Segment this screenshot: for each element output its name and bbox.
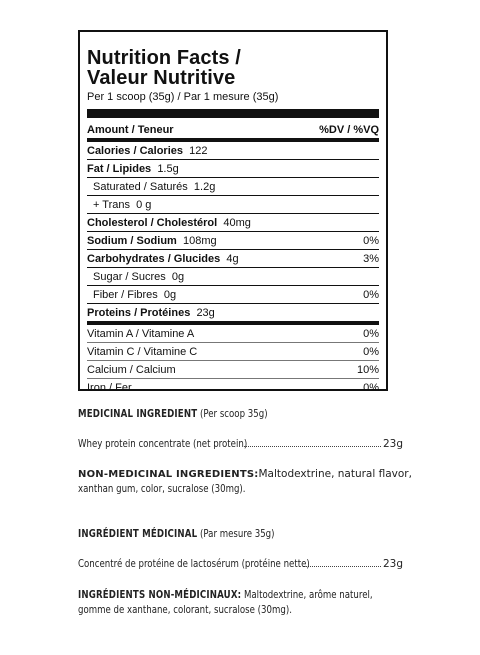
carbohydrates-value: 4g bbox=[226, 252, 239, 265]
sodium-dv: 0% bbox=[363, 234, 379, 247]
fr-medicinal-item bbox=[78, 558, 403, 570]
calcium-label: Calcium / Calcium bbox=[87, 363, 176, 376]
vitamin-c-label: Vitamin C / Vitamine C bbox=[87, 345, 198, 358]
fr-nonmedicinal-line1: Maltodextrine, arôme naturel, bbox=[243, 589, 373, 601]
en-medicinal-note: (Per scoop 35g) bbox=[200, 408, 268, 420]
row-sugar bbox=[87, 268, 379, 286]
leader-dots bbox=[244, 446, 381, 447]
panel-title-en: Nutrition Facts / bbox=[87, 47, 241, 69]
fiber-dv: 0% bbox=[363, 288, 379, 301]
carbohydrates-dv: 3% bbox=[363, 252, 379, 265]
row-vitamin-c bbox=[87, 343, 379, 361]
fr-nonmedicinal-paragraph bbox=[78, 588, 403, 618]
trans-label: + Trans bbox=[93, 198, 130, 211]
fr-medicinal-item-label: Concentré de protéine de lactosérum (protéine nette) bbox=[78, 558, 310, 570]
leader-dots bbox=[303, 566, 381, 567]
row-iron bbox=[87, 379, 379, 396]
fr-medicinal-item-value: 23g bbox=[382, 558, 403, 570]
sodium-value: 108mg bbox=[182, 234, 217, 247]
calcium-dv: 10% bbox=[356, 363, 379, 376]
vitamin-a-dv: 0% bbox=[363, 327, 379, 340]
row-vitamin-a bbox=[87, 325, 379, 343]
fr-nonmedicinal-heading: INGRÉDIENTS NON-MÉDICINAUX: bbox=[78, 589, 242, 601]
vitamin-a-label: Vitamin A / Vitamine A bbox=[87, 327, 195, 340]
fr-medicinal-heading-line bbox=[78, 528, 403, 540]
row-saturated bbox=[87, 178, 379, 196]
trans-value: 0 g bbox=[136, 198, 152, 211]
proteins-label: Proteins / Protéines bbox=[87, 306, 191, 319]
en-medicinal-item-label: Whey protein concentrate (net protein) bbox=[78, 438, 248, 450]
row-proteins bbox=[87, 304, 379, 325]
sodium-label: Sodium / Sodium bbox=[87, 234, 177, 247]
fat-value: 1.5g bbox=[157, 162, 179, 175]
panel-title-fr: Valeur Nutritive bbox=[87, 67, 236, 89]
en-medicinal-item bbox=[78, 438, 403, 450]
nutrition-facts-panel bbox=[78, 30, 388, 394]
row-sodium bbox=[87, 232, 379, 250]
row-trans bbox=[87, 196, 379, 214]
cholesterol-value: 40mg bbox=[223, 216, 251, 229]
row-calcium bbox=[87, 361, 379, 379]
calories-label: Calories / Calories bbox=[87, 144, 183, 157]
en-medicinal-heading: MEDICINAL INGREDIENT bbox=[78, 408, 198, 420]
proteins-value: 23g bbox=[196, 306, 215, 319]
fr-nonmedicinal-line2: gomme de xanthane, colorant, sucralose (30mg). bbox=[78, 604, 292, 616]
iron-dv: 0% bbox=[363, 381, 379, 394]
en-nonmedicinal-paragraph bbox=[78, 467, 412, 497]
fat-label: Fat / Lipides bbox=[87, 162, 152, 175]
fr-medicinal-heading: INGRÉDIENT MÉDICINAL bbox=[78, 528, 198, 540]
calories-value: 122 bbox=[189, 144, 208, 157]
carbohydrates-label: Carbohydrates / Glucides bbox=[87, 252, 221, 265]
dv-header: %DV / %VQ bbox=[319, 124, 379, 136]
iron-label: Iron / Fer bbox=[87, 381, 132, 394]
en-nonmedicinal-line1: Maltodextrine, natural flavor, bbox=[258, 468, 412, 480]
serving-size: Per 1 scoop (35g) / Par 1 mesure (35g) bbox=[87, 91, 379, 118]
en-nonmedicinal-line2: xanthan gum, color, sucralose (30mg). bbox=[78, 483, 246, 495]
row-carbohydrates bbox=[87, 250, 379, 268]
en-medicinal-item-value: 23g bbox=[382, 438, 403, 450]
cholesterol-label: Cholesterol / Cholestérol bbox=[87, 216, 218, 229]
row-calories bbox=[87, 142, 379, 160]
saturated-label: Saturated / Saturés bbox=[93, 180, 188, 193]
row-fiber bbox=[87, 286, 379, 304]
table-header bbox=[87, 122, 379, 142]
fr-medicinal-note: (Par mesure 35g) bbox=[200, 528, 275, 540]
sugar-label: Sugar / Sucres bbox=[93, 270, 166, 283]
fiber-label: Fiber / Fibres bbox=[93, 288, 158, 301]
row-cholesterol bbox=[87, 214, 379, 232]
saturated-value: 1.2g bbox=[193, 180, 216, 193]
en-medicinal-heading-line bbox=[78, 408, 403, 420]
row-fat bbox=[87, 160, 379, 178]
amount-header: Amount / Teneur bbox=[87, 124, 174, 136]
en-nonmedicinal-heading: NON-MEDICINAL INGREDIENTS: bbox=[78, 469, 259, 480]
fiber-value: 0g bbox=[163, 288, 177, 301]
sugar-value: 0g bbox=[171, 270, 185, 283]
vitamin-c-dv: 0% bbox=[363, 345, 379, 358]
